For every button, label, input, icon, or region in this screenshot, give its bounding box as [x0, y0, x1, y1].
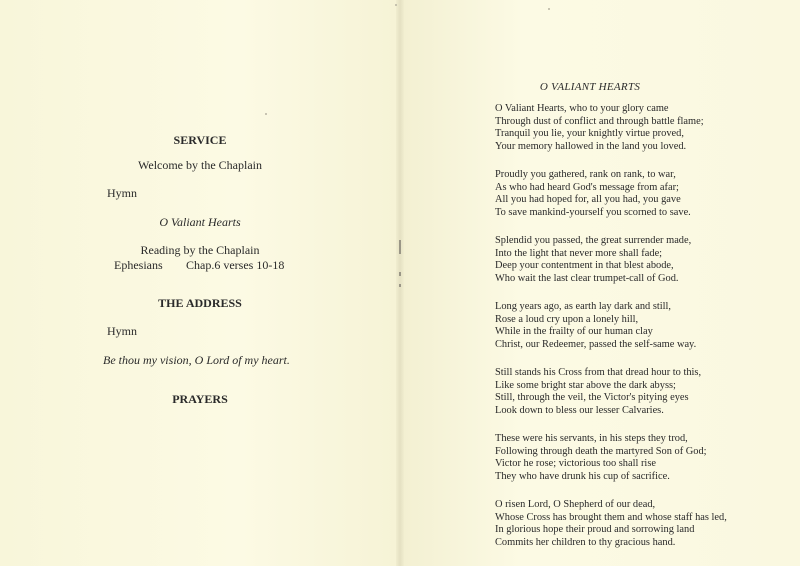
poem-line: Christ, our Redeemer, passed the self-same way. — [495, 338, 697, 350]
poem-line: Like some bright star above the dark abyss; — [495, 379, 676, 391]
poem-stanza — [495, 103, 727, 153]
paper-speck — [265, 113, 267, 115]
hymn-title: O Valiant Hearts — [159, 215, 241, 229]
hymn-label: Hymn — [107, 324, 137, 338]
poem-stanza — [495, 367, 727, 417]
poem-line: In glorious hope their proud and sorrowing land — [495, 524, 695, 535]
poem-stanza — [495, 169, 727, 219]
poem-line: While in the frailty of our human clay — [495, 326, 653, 337]
page-fold — [396, 0, 404, 566]
poem-line: Still stands his Cross from that dread hour to this, — [495, 367, 702, 378]
poem-line: Victor he rose; victorious too shall rise — [495, 458, 656, 469]
poem-body — [495, 103, 727, 565]
poem-line: Commits her children to thy gracious hand. — [495, 536, 676, 548]
poem-line: Long years ago, as earth lay dark and still, — [495, 301, 672, 312]
poem-line: These were his servants, in his steps they trod, — [495, 433, 688, 444]
poem-line: O risen Lord, O Shepherd of our dead, — [495, 499, 656, 510]
reading-line: Reading by the Chaplain — [140, 243, 260, 257]
fold-staple-mark — [399, 284, 401, 287]
welcome-line: Welcome by the Chaplain — [138, 158, 262, 172]
poem-stanza — [495, 499, 727, 549]
poem-line: Following through death the martyred Son of God; — [495, 445, 707, 457]
address-heading: THE ADDRESS — [158, 296, 242, 310]
poem-line: They who have drunk his cup of sacrifice. — [495, 470, 670, 482]
prayers-heading: PRAYERS — [172, 392, 228, 406]
poem-line: Tranquil you lie, your knightly virtue proved, — [495, 128, 684, 139]
poem-line: All you had hoped for, all you had, you gave — [495, 194, 681, 205]
service-heading: SERVICE — [173, 133, 227, 147]
poem-stanza — [495, 433, 727, 483]
reading-book: Ephesians — [114, 258, 163, 272]
poem-line: Look down to bless our lesser Calvaries. — [495, 404, 664, 416]
poem-line: Splendid you passed, the great surrender made, — [495, 235, 692, 246]
poem-line: Whose Cross has brought them and whose staff has led, — [495, 511, 727, 523]
reading-reference: Chap.6 verses 10-18 — [186, 258, 285, 272]
hymn-label: Hymn — [107, 186, 137, 200]
fold-staple-mark — [399, 272, 401, 276]
poem-line: O Valiant Hearts, who to your glory came — [495, 103, 669, 114]
poem-stanza — [495, 301, 727, 351]
poem-line: Proudly you gathered, rank on rank, to war, — [495, 169, 676, 180]
hymn-title: Be thou my vision, O Lord of my heart. — [103, 353, 290, 367]
paper-speck — [395, 4, 397, 6]
poem-line: Deep your contentment in that blest abode, — [495, 260, 674, 271]
poem-line: Who wait the last clear trumpet-call of God. — [495, 272, 679, 284]
poem-line: Into the light that never more shall fade; — [495, 247, 663, 259]
poem-line: To save mankind-yourself you scorned to save. — [495, 206, 691, 218]
poem-line: As who had heard God's message from afar; — [495, 181, 679, 193]
poem-line: Rose a loud cry upon a lonely hill, — [495, 313, 639, 325]
left-page — [0, 0, 398, 566]
poem-stanza — [495, 235, 727, 285]
poem-line: Still, through the veil, the Victor's pitying eyes — [495, 392, 689, 403]
poem-line: Your memory hallowed in the land you loved. — [495, 140, 687, 152]
poem-title: O VALIANT HEARTS — [539, 81, 641, 93]
poem-line: Through dust of conflict and through battle flame; — [495, 115, 704, 127]
fold-staple-mark — [399, 240, 401, 254]
paper-speck — [548, 8, 550, 10]
